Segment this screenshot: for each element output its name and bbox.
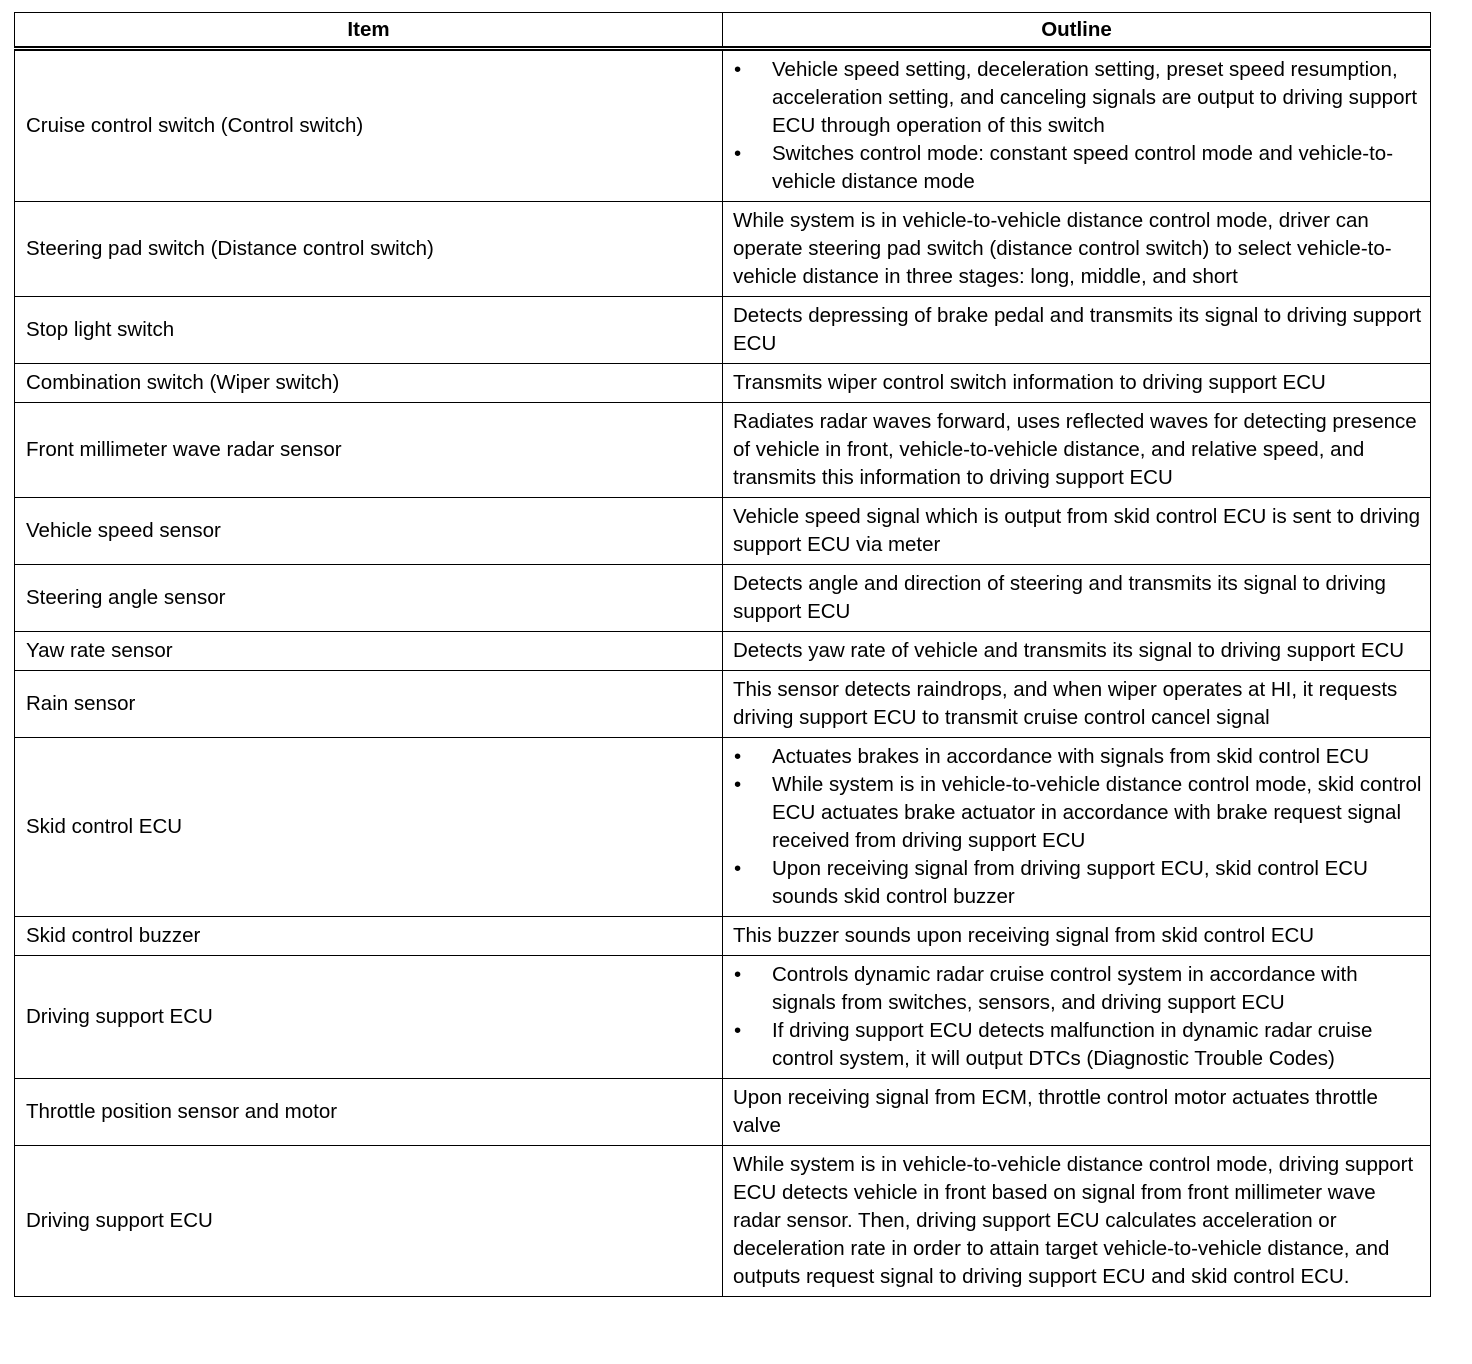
outline-cell: Vehicle speed signal which is output from skid control ECU is sent to driving support ECU via meter (723, 498, 1431, 565)
header-row (15, 13, 1431, 49)
item-cell: Driving support ECU (15, 1146, 723, 1297)
bullet-icon: • (734, 745, 742, 768)
table-row (15, 403, 1431, 498)
bullet-icon: • (734, 857, 742, 880)
item-cell: Combination switch (Wiper switch) (15, 364, 723, 403)
component-outline-table (14, 12, 1431, 1297)
table-row (15, 202, 1431, 297)
item-cell: Driving support ECU (15, 956, 723, 1079)
outline-cell (723, 956, 1431, 1079)
item-cell: Steering angle sensor (15, 565, 723, 632)
bullet-item: • Controls dynamic radar cruise control system in accordance with signals from switches, sensors, and driving support ECU (734, 963, 1358, 1014)
bullet-list (733, 961, 1422, 1073)
table-row (15, 1079, 1431, 1146)
table-row (15, 297, 1431, 364)
item-cell: Rain sensor (15, 671, 723, 738)
outline-cell: This buzzer sounds upon receiving signal from skid control ECU (723, 917, 1431, 956)
item-column-header: Item (15, 13, 723, 49)
bullet-icon: • (734, 963, 742, 986)
table-row (15, 1146, 1431, 1297)
outline-cell (723, 738, 1431, 917)
outline-cell: Radiates radar waves forward, uses reflected waves for detecting presence of vehicle in front, vehicle-to-vehicle distance, and relative speed, and transmits this information to driving support ECU (723, 403, 1431, 498)
bullet-icon: • (734, 58, 742, 81)
bullet-list (733, 743, 1422, 911)
item-cell: Steering pad switch (Distance control switch) (15, 202, 723, 297)
outline-cell: Detects angle and direction of steering and transmits its signal to driving support ECU (723, 565, 1431, 632)
bullet-item: • Switches control mode: constant speed control mode and vehicle-to-vehicle distance mode (734, 142, 1394, 193)
item-cell: Skid control buzzer (15, 917, 723, 956)
bullet-item: • Actuates brakes in accordance with signals from skid control ECU (733, 743, 1422, 771)
outline-cell: Upon receiving signal from ECM, throttle control motor actuates throttle valve (723, 1079, 1431, 1146)
outline-cell: Detects yaw rate of vehicle and transmits its signal to driving support ECU (723, 632, 1431, 671)
item-cell: Yaw rate sensor (15, 632, 723, 671)
outline-cell: Transmits wiper control switch information to driving support ECU (723, 364, 1431, 403)
bullet-list (733, 56, 1422, 196)
table-row (15, 738, 1431, 917)
item-cell: Front millimeter wave radar sensor (15, 403, 723, 498)
outline-cell: While system is in vehicle-to-vehicle distance control mode, driving support ECU detects vehicle in front based on signal from front millimeter wave radar sensor. Then, driving support ECU calculates acceleration or deceleration rate in order to attain target vehicle-to-vehicle distance, and outputs request signal to driving support ECU and skid control ECU. (723, 1146, 1431, 1297)
outline-cell: This sensor detects raindrops, and when wiper operates at HI, it requests driving support ECU to transmit cruise control cancel signal (723, 671, 1431, 738)
outline-cell (723, 49, 1431, 202)
bullet-icon: • (734, 1019, 742, 1042)
table-row (15, 364, 1431, 403)
table-row (15, 671, 1431, 738)
outline-cell: Detects depressing of brake pedal and transmits its signal to driving support ECU (723, 297, 1431, 364)
bullet-item: • Upon receiving signal from driving support ECU, skid control ECU sounds skid control buzzer (734, 857, 1368, 908)
outline-cell: While system is in vehicle-to-vehicle distance control mode, driver can operate steering pad switch (distance control switch) to select vehicle-to-vehicle distance in three stages: long, middle, and short (723, 202, 1431, 297)
bullet-item: • While system is in vehicle-to-vehicle distance control mode, skid control ECU actuates brake actuator in accordance with brake request signal received from driving support ECU (734, 773, 1422, 852)
item-cell: Cruise control switch (Control switch) (15, 49, 723, 202)
table-row (15, 565, 1431, 632)
bullet-item: • Vehicle speed setting, deceleration setting, preset speed resumption, acceleration setting, and canceling signals are output to driving support ECU through operation of this switch (734, 58, 1418, 137)
outline-column-header: Outline (723, 13, 1431, 49)
table-row (15, 498, 1431, 565)
table-row (15, 917, 1431, 956)
bullet-item: • If driving support ECU detects malfunction in dynamic radar cruise control system, it will output DTCs (Diagnostic Trouble Codes) (734, 1019, 1373, 1070)
item-cell: Vehicle speed sensor (15, 498, 723, 565)
table-row (15, 632, 1431, 671)
table-row (15, 956, 1431, 1079)
item-cell: Stop light switch (15, 297, 723, 364)
bullet-icon: • (734, 142, 742, 165)
bullet-icon: • (734, 773, 742, 796)
item-cell: Throttle position sensor and motor (15, 1079, 723, 1146)
table-row (15, 49, 1431, 202)
item-cell: Skid control ECU (15, 738, 723, 917)
